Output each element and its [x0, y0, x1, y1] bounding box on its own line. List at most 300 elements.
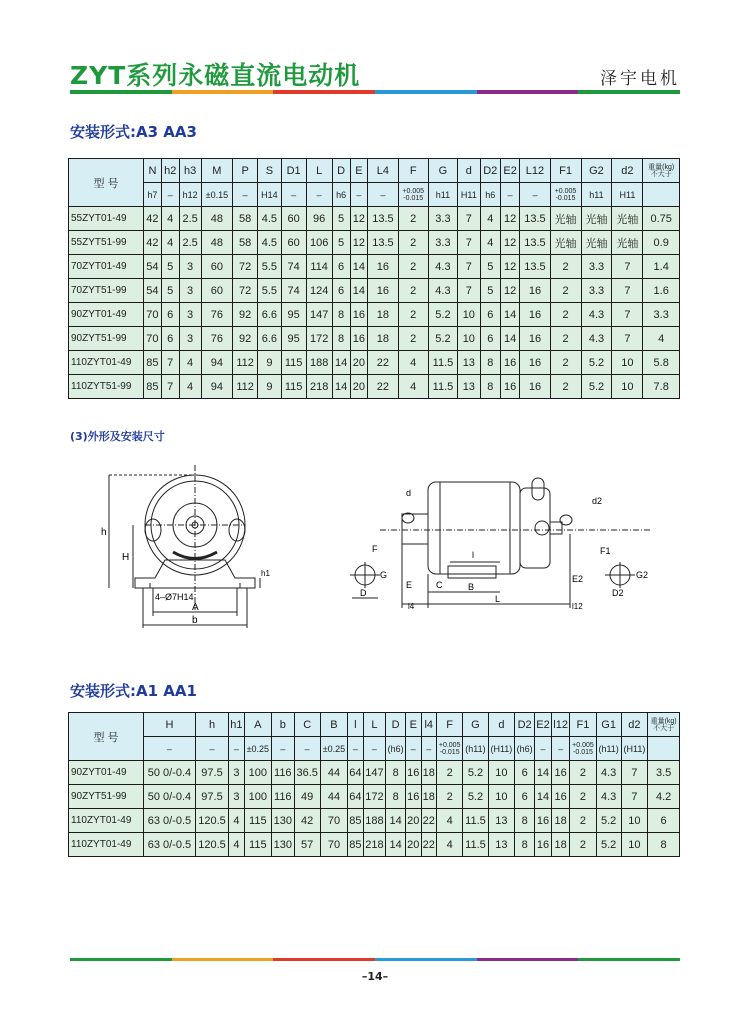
value-cell: 13 — [488, 833, 515, 857]
tolerance-cell: – — [272, 737, 295, 761]
value-cell: 2 — [550, 303, 581, 327]
column-header: B — [320, 713, 347, 737]
label-F: F — [372, 544, 378, 554]
value-cell: 16 — [520, 351, 550, 375]
value-cell: 72 — [233, 255, 258, 279]
tolerance-cell: h11 — [428, 183, 457, 207]
value-cell: 光轴 — [612, 207, 643, 231]
value-cell: 50 0/-0.4 — [144, 785, 196, 809]
tolerance-cell: h6 — [480, 183, 500, 207]
value-cell: 16 — [368, 255, 398, 279]
tolerance-cell: ±0.15 — [201, 183, 233, 207]
model-cell: 90ZYT51-99 — [69, 327, 144, 351]
model-cell: 55ZYT51-99 — [69, 231, 144, 255]
value-cell: 172 — [363, 785, 386, 809]
value-cell: 60 — [201, 255, 233, 279]
model-cell: 90ZYT01-49 — [69, 303, 144, 327]
tolerance-cell: H11 — [457, 183, 480, 207]
value-cell: 44 — [320, 785, 347, 809]
tolerance-part: +0.005 — [438, 741, 461, 749]
value-cell: 10 — [488, 785, 515, 809]
value-cell: 8 — [386, 761, 406, 785]
value-cell: 92 — [233, 303, 258, 327]
value-cell: 76 — [201, 327, 233, 351]
tolerance-part: +0.005 — [554, 187, 577, 195]
value-cell: 36.5 — [294, 761, 320, 785]
value-cell: 3 — [229, 761, 244, 785]
value-cell: 5 — [332, 207, 350, 231]
value-cell: 6 — [515, 785, 535, 809]
value-cell: 4 — [436, 833, 462, 857]
value-cell: 3 — [179, 303, 201, 327]
label-l: l — [472, 550, 474, 560]
color-segment — [578, 90, 680, 94]
tolerance-cell: – — [161, 183, 179, 207]
value-cell: 13.5 — [520, 255, 550, 279]
value-cell: 58 — [233, 207, 258, 231]
value-cell: 16 — [520, 327, 550, 351]
label-G2: G2 — [636, 570, 649, 580]
tolerance-cell: – — [421, 737, 436, 761]
value-cell: 124 — [306, 279, 332, 303]
header-brand: 泽宇电机 — [600, 69, 680, 89]
label-C: C — [436, 580, 443, 590]
value-cell: 13 — [457, 375, 480, 399]
value-cell: 7 — [161, 375, 179, 399]
label-D2: D2 — [612, 588, 624, 598]
value-cell: 光轴 — [581, 231, 612, 255]
value-cell: 12 — [500, 207, 519, 231]
value-cell: 54 — [144, 279, 162, 303]
value-cell: 12 — [350, 207, 368, 231]
value-cell: 14 — [500, 327, 519, 351]
value-cell: 20 — [406, 809, 421, 833]
label-l4: l4 — [408, 602, 415, 611]
value-cell: 100 — [244, 761, 271, 785]
value-cell: 20 — [350, 375, 368, 399]
value-cell: 12 — [500, 231, 519, 255]
tolerance-cell: H14 — [258, 183, 282, 207]
value-cell: 10 — [612, 351, 643, 375]
column-header: h2 — [161, 159, 179, 183]
model-cell: 110ZYT01-49 — [69, 351, 144, 375]
value-cell: 5.2 — [428, 327, 457, 351]
section2-title: 安装形式:A1 AA1 — [70, 682, 197, 700]
value-cell: 3.3 — [581, 255, 612, 279]
column-header: P — [233, 159, 258, 183]
value-cell: 14 — [386, 809, 406, 833]
value-cell: 11.5 — [428, 375, 457, 399]
value-cell: 70 — [320, 809, 347, 833]
tolerance-part: +0.005 — [572, 741, 594, 749]
value-cell: 5 — [332, 231, 350, 255]
value-cell: 16 — [551, 761, 569, 785]
tolerance-cell: – — [281, 183, 306, 207]
spec-table-a1 — [68, 712, 680, 857]
value-cell: 14 — [500, 303, 519, 327]
column-header-part: 重量(kg) — [650, 717, 677, 725]
value-cell: 2 — [398, 279, 428, 303]
model-cell: 90ZYT01-49 — [69, 761, 144, 785]
label-H: H — [122, 552, 130, 563]
value-cell: 13.5 — [520, 207, 550, 231]
tolerance-cell: h12 — [179, 183, 201, 207]
value-cell: 115 — [281, 351, 306, 375]
value-cell: 8 — [386, 785, 406, 809]
value-cell: 8 — [515, 809, 535, 833]
tolerance-part: -0.015 — [439, 748, 460, 756]
column-header: d — [488, 713, 515, 737]
value-cell: 4 — [229, 833, 244, 857]
value-cell: 60 — [201, 279, 233, 303]
value-cell: 6.6 — [258, 327, 282, 351]
value-cell: 5 — [161, 255, 179, 279]
value-cell: 13 — [457, 351, 480, 375]
label-d2: d2 — [592, 496, 603, 506]
value-cell: 12 — [350, 231, 368, 255]
value-cell: 2 — [398, 303, 428, 327]
value-cell: 3.5 — [648, 761, 680, 785]
value-cell: 6 — [161, 303, 179, 327]
table-row — [69, 207, 680, 231]
value-cell: 92 — [233, 327, 258, 351]
tolerance-part: -0.015 — [403, 194, 424, 202]
label-h1: h1 — [261, 569, 270, 578]
column-header: C — [294, 713, 320, 737]
value-cell: 4 — [229, 809, 244, 833]
tolerance-cell: – — [348, 737, 363, 761]
value-cell: 16 — [406, 761, 421, 785]
value-cell: 95 — [281, 303, 306, 327]
value-cell: 光轴 — [550, 207, 581, 231]
table-row — [69, 351, 680, 375]
value-cell: 7 — [612, 255, 643, 279]
label-l12: l12 — [572, 602, 583, 611]
value-cell: 6 — [161, 327, 179, 351]
value-cell: 147 — [363, 761, 386, 785]
value-cell: 5.2 — [581, 375, 612, 399]
value-cell: 2 — [398, 207, 428, 231]
value-cell: 5.2 — [428, 303, 457, 327]
value-cell: 10 — [621, 809, 648, 833]
value-cell: 2 — [550, 255, 581, 279]
value-cell: 76 — [201, 303, 233, 327]
value-cell: 112 — [233, 351, 258, 375]
value-cell: 4 — [436, 809, 462, 833]
value-cell: 11.5 — [463, 809, 488, 833]
value-cell: 16 — [350, 303, 368, 327]
value-cell: 130 — [272, 809, 295, 833]
tolerance-cell: ±0.25 — [320, 737, 347, 761]
value-cell: 16 — [551, 785, 569, 809]
value-cell: 0.75 — [643, 207, 680, 231]
side-view-drawing — [340, 470, 660, 620]
value-cell: 光轴 — [581, 207, 612, 231]
column-header: F1 — [550, 159, 581, 183]
value-cell: 3 — [229, 785, 244, 809]
column-header: F1 — [570, 713, 596, 737]
value-cell: 85 — [144, 351, 162, 375]
value-cell: 3.3 — [581, 279, 612, 303]
column-header-part: 不大于 — [653, 724, 675, 732]
value-cell: 16 — [535, 833, 552, 857]
value-cell: 0.9 — [643, 231, 680, 255]
model-cell: 110ZYT01-49 — [69, 833, 144, 857]
column-header — [643, 159, 680, 183]
table-row — [69, 375, 680, 399]
column-header-part: 不大于 — [650, 170, 672, 178]
color-segment — [578, 958, 680, 961]
value-cell: 2 — [436, 761, 462, 785]
value-cell: 22 — [421, 809, 436, 833]
value-cell: 2 — [550, 375, 581, 399]
value-cell: 2 — [436, 785, 462, 809]
column-header: h3 — [179, 159, 201, 183]
value-cell: 14 — [332, 351, 350, 375]
value-cell: 94 — [201, 375, 233, 399]
value-cell: 64 — [348, 785, 363, 809]
value-cell: 218 — [306, 375, 332, 399]
value-cell: 7 — [161, 351, 179, 375]
value-cell: 130 — [272, 833, 295, 857]
value-cell: 114 — [306, 255, 332, 279]
tolerance-part: -0.015 — [573, 748, 593, 756]
value-cell: 6 — [480, 303, 500, 327]
value-cell: 2.5 — [179, 207, 201, 231]
column-header: H — [144, 713, 196, 737]
spec-table-a3 — [68, 158, 680, 399]
tolerance-cell: (H11) — [488, 737, 515, 761]
value-cell: 16 — [520, 303, 550, 327]
value-cell: 7 — [457, 231, 480, 255]
column-header: G2 — [581, 159, 612, 183]
column-header: E — [406, 713, 421, 737]
value-cell: 10 — [457, 303, 480, 327]
value-cell: 4 — [480, 231, 500, 255]
column-header: G — [428, 159, 457, 183]
value-cell: 3.3 — [428, 231, 457, 255]
label-d: d — [406, 488, 412, 498]
value-cell: 120.5 — [195, 809, 228, 833]
value-cell: 9 — [258, 375, 282, 399]
tolerance-part: -0.015 — [555, 194, 576, 202]
value-cell: 3 — [179, 327, 201, 351]
column-header: D2 — [515, 713, 535, 737]
value-cell: 2 — [570, 785, 596, 809]
column-header: L — [306, 159, 332, 183]
value-cell: 3 — [179, 279, 201, 303]
label-E: E — [406, 580, 413, 590]
model-cell: 70ZYT51-99 — [69, 279, 144, 303]
tolerance-row — [69, 737, 680, 761]
value-cell: 2 — [398, 231, 428, 255]
front-view-drawing — [95, 460, 270, 635]
value-cell: 5.8 — [643, 351, 680, 375]
value-cell: 7 — [612, 303, 643, 327]
value-cell: 70 — [144, 303, 162, 327]
value-cell: 116 — [272, 761, 295, 785]
value-cell: 18 — [551, 833, 569, 857]
value-cell: 13.5 — [368, 207, 398, 231]
value-cell: 70 — [320, 833, 347, 857]
table-row — [69, 809, 680, 833]
tolerance-cell: – — [306, 183, 332, 207]
value-cell: 106 — [306, 231, 332, 255]
column-header: d2 — [621, 713, 648, 737]
value-cell: 7 — [457, 255, 480, 279]
value-cell: 147 — [306, 303, 332, 327]
value-cell: 4 — [398, 351, 428, 375]
tolerance-cell — [570, 737, 596, 761]
model-cell: 110ZYT51-99 — [69, 375, 144, 399]
value-cell: 16 — [368, 279, 398, 303]
column-header: F — [398, 159, 428, 183]
color-segment — [172, 958, 274, 961]
value-cell: 14 — [350, 279, 368, 303]
column-header: D1 — [281, 159, 306, 183]
value-cell: 3.3 — [643, 303, 680, 327]
value-cell: 4.3 — [596, 785, 621, 809]
value-cell: 10 — [457, 327, 480, 351]
value-cell: 2.5 — [179, 231, 201, 255]
value-cell: 7 — [621, 761, 648, 785]
value-cell: 2 — [570, 809, 596, 833]
label-B: B — [468, 582, 475, 592]
value-cell: 2 — [550, 279, 581, 303]
value-cell: 6 — [332, 279, 350, 303]
value-cell: 8 — [480, 351, 500, 375]
color-segment — [70, 958, 172, 961]
value-cell: 112 — [233, 375, 258, 399]
value-cell: 4.3 — [596, 761, 621, 785]
value-cell: 13.5 — [368, 231, 398, 255]
value-cell: 6.6 — [258, 303, 282, 327]
label-G: G — [380, 570, 388, 580]
value-cell: 7 — [457, 279, 480, 303]
value-cell: 3 — [179, 255, 201, 279]
value-cell: 120.5 — [195, 833, 228, 857]
value-cell: 16 — [520, 375, 550, 399]
value-cell: 4 — [179, 351, 201, 375]
value-cell: 5.2 — [463, 761, 488, 785]
value-cell: 74 — [281, 255, 306, 279]
column-header: G1 — [596, 713, 621, 737]
table-row — [69, 279, 680, 303]
value-cell: 7.8 — [643, 375, 680, 399]
value-cell: 8 — [332, 303, 350, 327]
column-header-part: 重量(kg) — [648, 163, 675, 171]
column-header: L12 — [520, 159, 550, 183]
value-cell: 5 — [480, 279, 500, 303]
tolerance-cell: h6 — [332, 183, 350, 207]
value-cell: 60 — [281, 207, 306, 231]
label-F1: F1 — [600, 546, 611, 556]
column-header: E2 — [500, 159, 519, 183]
value-cell: 3.3 — [428, 207, 457, 231]
value-cell: 8 — [480, 375, 500, 399]
table-row — [69, 833, 680, 857]
label-hole: 4–Ø7H14 — [155, 592, 194, 602]
value-cell: 100 — [244, 785, 271, 809]
column-header: D2 — [480, 159, 500, 183]
value-cell: 6 — [332, 255, 350, 279]
tolerance-cell: – — [363, 737, 386, 761]
table-row — [69, 255, 680, 279]
value-cell: 1.4 — [643, 255, 680, 279]
table-row — [69, 785, 680, 809]
value-cell: 6 — [648, 809, 680, 833]
table-row — [69, 761, 680, 785]
value-cell: 光轴 — [612, 231, 643, 255]
column-header: G — [463, 713, 488, 737]
model-cell: 55ZYT01-49 — [69, 207, 144, 231]
column-header: d2 — [612, 159, 643, 183]
tolerance-cell — [436, 737, 462, 761]
value-cell: 60 — [281, 231, 306, 255]
value-cell: 48 — [201, 207, 233, 231]
value-cell: 4 — [480, 207, 500, 231]
column-header: l4 — [421, 713, 436, 737]
column-header: 型 号 — [69, 713, 144, 761]
value-cell: 18 — [421, 761, 436, 785]
value-cell: 7 — [457, 207, 480, 231]
color-segment — [477, 90, 579, 94]
tolerance-cell: – — [229, 737, 244, 761]
tolerance-cell — [643, 183, 680, 207]
value-cell: 14 — [535, 785, 552, 809]
model-cell: 70ZYT01-49 — [69, 255, 144, 279]
table-row — [69, 231, 680, 255]
value-cell: 95 — [281, 327, 306, 351]
value-cell: 85 — [348, 809, 363, 833]
value-cell: 18 — [421, 785, 436, 809]
value-cell: 12 — [500, 279, 519, 303]
label-A: A — [192, 602, 199, 613]
header-color-bar — [70, 90, 680, 94]
value-cell: 22 — [368, 375, 398, 399]
value-cell: 5.2 — [596, 809, 621, 833]
value-cell: 4.5 — [258, 207, 282, 231]
value-cell: 97.5 — [195, 785, 228, 809]
value-cell: 18 — [551, 809, 569, 833]
color-segment — [172, 90, 274, 94]
value-cell: 7 — [612, 279, 643, 303]
column-header: S — [258, 159, 282, 183]
page-number: –14– — [361, 970, 389, 983]
color-segment — [375, 958, 477, 961]
drawing-subtitle: (3)外形及安装尺寸 — [70, 430, 165, 443]
value-cell: 5.2 — [463, 785, 488, 809]
value-cell: 70 — [144, 327, 162, 351]
tolerance-cell — [648, 737, 680, 761]
tolerance-cell: (h11) — [463, 737, 488, 761]
column-header: l12 — [551, 713, 569, 737]
value-cell: 18 — [368, 327, 398, 351]
value-cell: 16 — [406, 785, 421, 809]
value-cell: 10 — [612, 375, 643, 399]
tolerance-cell: H11 — [612, 183, 643, 207]
value-cell: 63 0/-0.5 — [144, 809, 196, 833]
value-cell: 2 — [398, 327, 428, 351]
column-header: A — [244, 713, 271, 737]
value-cell: 5.2 — [596, 833, 621, 857]
header-title: ZYT系列永磁直流电动机 — [70, 61, 361, 90]
value-cell: 49 — [294, 785, 320, 809]
value-cell: 4.3 — [581, 303, 612, 327]
value-cell: 4.3 — [428, 255, 457, 279]
value-cell: 57 — [294, 833, 320, 857]
value-cell: 50 0/-0.4 — [144, 761, 196, 785]
